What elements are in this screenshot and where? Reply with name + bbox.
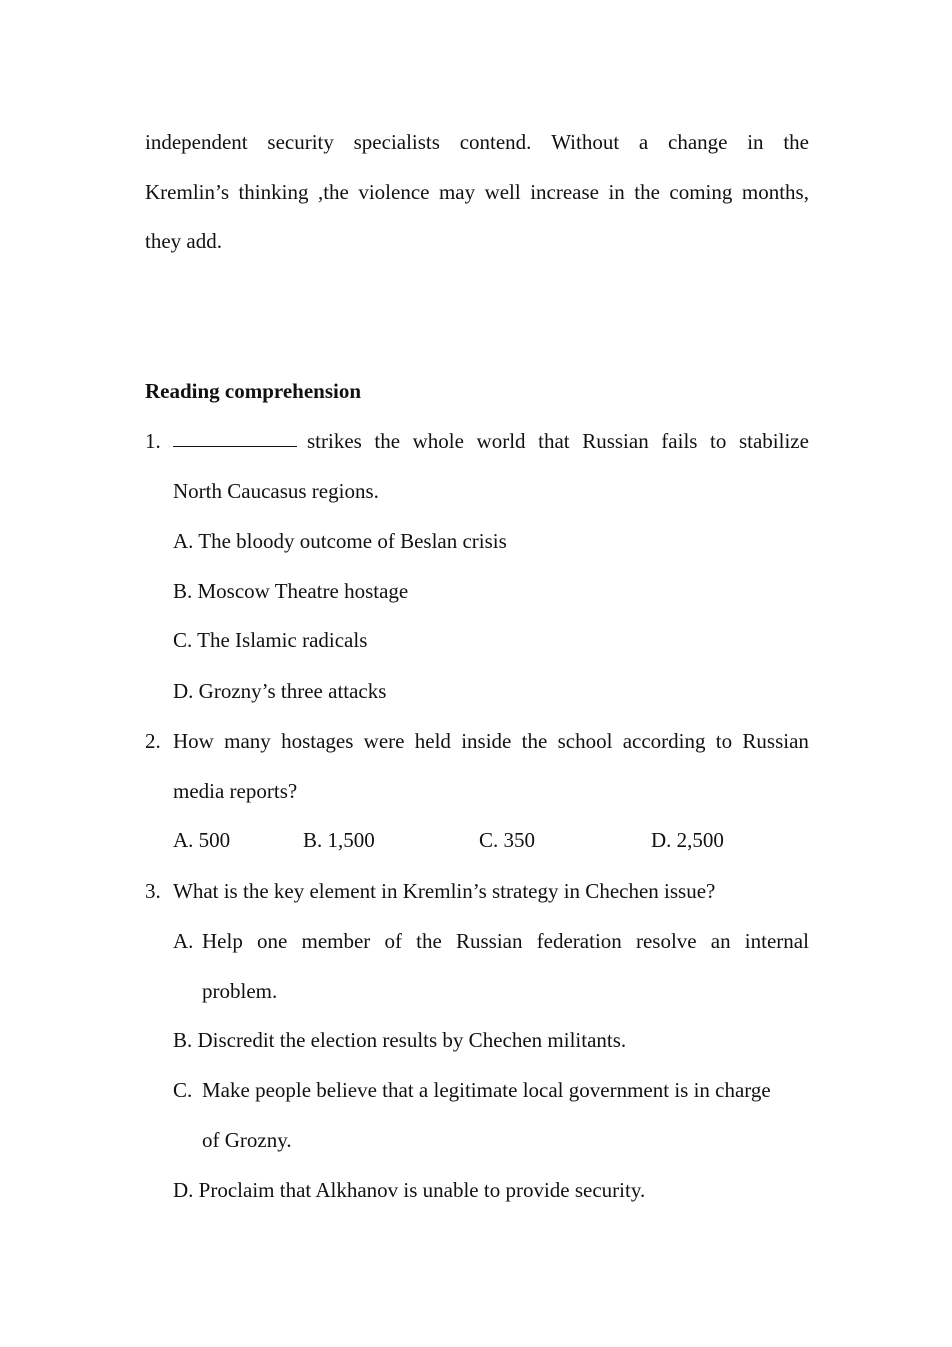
word: specialists bbox=[353, 130, 440, 154]
question-3-text: What is the key element in Kremlin’s strategy in Chechen issue? bbox=[173, 879, 716, 903]
word: internal bbox=[744, 929, 809, 953]
word: resolve bbox=[635, 929, 697, 953]
word: stabilize bbox=[738, 429, 809, 453]
question-1-option-a: A. The bloody outcome of Beslan crisis bbox=[173, 529, 507, 553]
question-2-option-d: D. 2,500 bbox=[651, 828, 724, 852]
question-3-option-c-line-1: Make people believe that a legitimate local government is in charge bbox=[202, 1078, 771, 1102]
word: change bbox=[668, 130, 728, 154]
word: violence bbox=[358, 180, 430, 204]
question-3-number: 3. bbox=[145, 879, 161, 903]
word: federation bbox=[536, 929, 622, 953]
word: increase bbox=[530, 180, 599, 204]
word: whole bbox=[412, 429, 464, 453]
question-1-option-d: D. Grozny’s three attacks bbox=[173, 679, 387, 703]
word: to bbox=[715, 729, 733, 753]
question-3-option-c-letter: C. bbox=[173, 1078, 193, 1102]
word: an bbox=[710, 929, 731, 953]
question-3-option-a-line-1 bbox=[202, 928, 809, 954]
word: Help bbox=[202, 929, 243, 953]
word: thinking bbox=[238, 180, 309, 204]
word: Kremlin’s bbox=[145, 180, 229, 204]
word: How bbox=[173, 729, 214, 753]
question-3-option-a-letter: A. bbox=[173, 929, 194, 953]
word: that bbox=[538, 429, 570, 453]
word: contend. bbox=[459, 130, 532, 154]
word: strikes bbox=[307, 429, 362, 453]
word: Russian bbox=[455, 929, 523, 953]
word: months, bbox=[741, 180, 809, 204]
word: world bbox=[476, 429, 526, 453]
word: a bbox=[638, 130, 649, 154]
word: may bbox=[438, 180, 476, 204]
passage-line-1 bbox=[145, 129, 809, 155]
word: well bbox=[484, 180, 521, 204]
word: independent bbox=[145, 130, 248, 154]
question-3-option-b: B. Discredit the election results by Chechen militants. bbox=[173, 1028, 627, 1052]
question-3-option-a-line-2: problem. bbox=[202, 979, 278, 1003]
word: member bbox=[301, 929, 371, 953]
word: many bbox=[224, 729, 271, 753]
question-1-number: 1. bbox=[145, 429, 161, 453]
word: Russian bbox=[582, 429, 649, 453]
question-2-line-2: media reports? bbox=[173, 779, 298, 803]
word: security bbox=[267, 130, 334, 154]
word: in bbox=[747, 130, 764, 154]
word: coming bbox=[669, 180, 733, 204]
word: the bbox=[374, 429, 401, 453]
passage-line-2 bbox=[145, 179, 809, 205]
question-1-option-b: B. Moscow Theatre hostage bbox=[173, 579, 409, 603]
word: Russian bbox=[742, 729, 809, 753]
question-3-option-c-line-2: of Grozny. bbox=[202, 1128, 292, 1152]
question-1-line-2: North Caucasus regions. bbox=[173, 479, 379, 503]
word: ,the bbox=[317, 180, 349, 204]
word: school bbox=[557, 729, 613, 753]
word: of bbox=[384, 929, 402, 953]
word: the bbox=[416, 929, 442, 953]
question-1-option-c: C. The Islamic radicals bbox=[173, 628, 368, 652]
word: to bbox=[710, 429, 727, 453]
section-heading: Reading comprehension bbox=[145, 379, 362, 403]
question-1-line-1 bbox=[307, 428, 809, 454]
word: inside bbox=[461, 729, 512, 753]
word: held bbox=[414, 729, 451, 753]
question-2-option-a: A. 500 bbox=[173, 828, 231, 852]
question-2-number: 2. bbox=[145, 729, 161, 753]
word: hostages bbox=[281, 729, 354, 753]
question-1 bbox=[145, 428, 809, 454]
question-3-option-d: D. Proclaim that Alkhanov is unable to provide security. bbox=[173, 1178, 646, 1202]
question-2-line-1 bbox=[173, 728, 809, 754]
word: one bbox=[257, 929, 288, 953]
word: the bbox=[521, 729, 548, 753]
word: according bbox=[622, 729, 706, 753]
answer-blank bbox=[173, 428, 297, 447]
word: fails bbox=[661, 429, 698, 453]
word: the bbox=[783, 130, 809, 154]
question-2-option-c: C. 350 bbox=[479, 828, 536, 852]
passage-line-3: they add. bbox=[145, 229, 222, 253]
word: were bbox=[363, 729, 405, 753]
word: in bbox=[608, 180, 625, 204]
question-2-option-b: B. 1,500 bbox=[303, 828, 375, 852]
word: the bbox=[634, 180, 660, 204]
word: Without bbox=[551, 130, 620, 154]
